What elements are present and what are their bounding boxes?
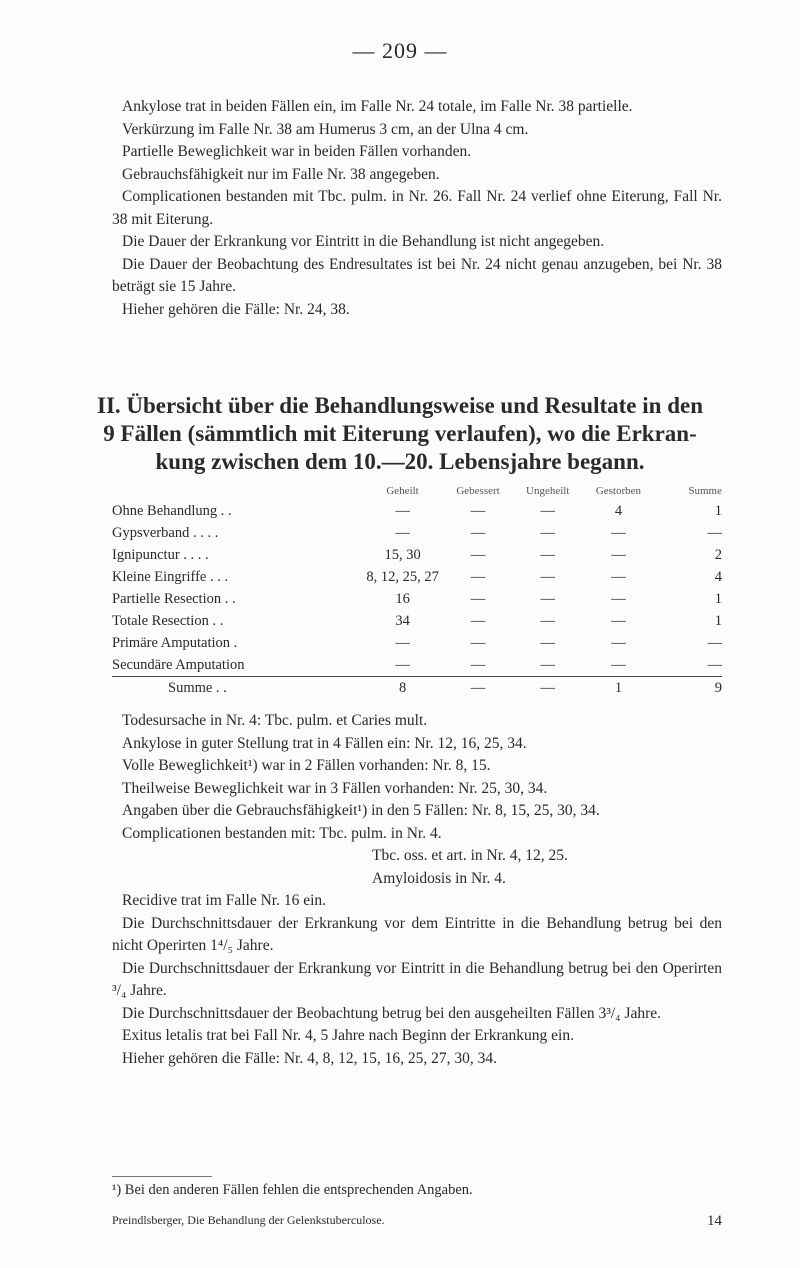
result-paragraphs bbox=[112, 710, 722, 1070]
row-label: Ignipunctur . . . . bbox=[112, 546, 209, 563]
row-label: Primäre Amputation . bbox=[112, 634, 238, 651]
table-sum-row bbox=[112, 677, 722, 700]
heading-line-3: kung zwischen dem 10.—20. Lebensjahre begann. bbox=[155, 449, 645, 474]
cell-gebessert: — bbox=[470, 524, 486, 541]
row-label: Totale Resection . . bbox=[112, 612, 224, 629]
cell-gebessert: — bbox=[470, 546, 486, 563]
heading-line-1: II. Übersicht über die Behandlungsweise und Resultate in den bbox=[97, 393, 703, 418]
cell-gestorben: — bbox=[611, 590, 626, 607]
paragraph-durchschnitt-beobachtung: Die Durchschnittsdauer der Beobachtung betrug bei den ausgeheilten Fällen 3³/₄ Jahre. bbox=[122, 1004, 662, 1022]
cell-summe: 1 bbox=[714, 502, 722, 519]
row-label: Ohne Behandlung . . bbox=[112, 502, 232, 519]
paragraph-beweglichkeit: Partielle Beweglichkeit war in beiden Fällen vorhanden. bbox=[122, 143, 472, 160]
paragraph-durchschnitt-operirt: Die Durchschnittsdauer der Erkrankung vor Eintritt in die Behandlung betrug bei den Operirten ³/₄ Jahre. bbox=[112, 959, 722, 999]
section-heading bbox=[60, 392, 740, 476]
cell-gebessert: — bbox=[470, 590, 486, 607]
header-geheilt: Geheilt bbox=[386, 485, 419, 497]
cell-geheilt: — bbox=[395, 524, 410, 541]
paragraph-verkuerzung: Verkürzung im Falle Nr. 38 am Humerus 3 cm, an der Ulna 4 cm. bbox=[122, 120, 529, 138]
paragraph-theilweise-beweglichkeit: Theilweise Beweglichkeit war in 3 Fällen vorhanden: Nr. 25, 30, 34. bbox=[122, 779, 548, 797]
row-label: Partielle Resection . . bbox=[112, 590, 236, 607]
paragraph-hieher: Hieher gehören die Fälle: Nr. 24, 38. bbox=[122, 300, 350, 318]
sum-cell-summe: 9 bbox=[655, 677, 722, 700]
cell-gestorben: — bbox=[611, 568, 626, 585]
paragraph-recidive: Recidive trat im Falle Nr. 16 ein. bbox=[122, 892, 327, 909]
header-ungeheilt: Ungeheilt bbox=[526, 485, 570, 497]
cell-gebessert: — bbox=[470, 502, 486, 519]
sum-cell-gestorben: 1 bbox=[582, 677, 655, 700]
paragraph-durchschnitt-nicht-operirt: Die Durchschnittsdauer der Erkrankung vor dem Eintritte in die Behandlung betrug bei den nicht Operirten 1⁴/₅ Jahre. bbox=[112, 914, 722, 954]
cell-gebessert: — bbox=[470, 568, 486, 585]
cell-geheilt: 8, 12, 25, 27 bbox=[366, 568, 439, 585]
cell-gebessert: — bbox=[470, 656, 486, 673]
cell-summe: — bbox=[707, 634, 722, 651]
cell-gestorben: — bbox=[611, 634, 626, 651]
sum-cell-geheilt: 8 bbox=[362, 677, 442, 700]
cell-ungeheilt: — bbox=[540, 546, 555, 563]
row-label: Secundäre Amputation bbox=[112, 656, 245, 673]
heading-line-2: 9 Fällen (sämmtlich mit Eiterung verlaufen), wo die Erkran- bbox=[103, 421, 697, 446]
paragraph-ankylose: Ankylose trat in beiden Fällen ein, im Falle Nr. 24 totale, im Falle Nr. 38 partielle. bbox=[122, 98, 633, 115]
paragraph-dauer-beobachtung: Die Dauer der Beobachtung des Endresultates ist bei Nr. 24 nicht genau anzugeben, bei Nr. 38 beträgt sie 15 Jahre. bbox=[112, 255, 722, 295]
header-summe: Summe bbox=[688, 485, 722, 497]
cell-gestorben: 4 bbox=[614, 502, 623, 519]
cell-gestorben: — bbox=[611, 546, 626, 563]
cell-geheilt: 34 bbox=[395, 612, 410, 629]
cell-summe: — bbox=[707, 656, 722, 673]
paragraph-ankylose-2: Ankylose in guter Stellung trat in 4 Fällen ein: Nr. 12, 16, 25, 34. bbox=[122, 734, 527, 752]
row-label: Gypsverband . . . . bbox=[112, 524, 219, 541]
footnote: ¹) Bei den anderen Fällen fehlen die entsprechenden Angaben. bbox=[112, 1182, 473, 1198]
table-row bbox=[112, 632, 722, 654]
paragraph-gebrauchsfaehigkeit-2: Angaben über die Gebrauchsfähigkeit¹) in den 5 Fällen: Nr. 8, 15, 25, 30, 34. bbox=[122, 802, 600, 819]
cell-geheilt: 16 bbox=[395, 590, 410, 607]
table-row bbox=[112, 654, 722, 677]
table-row bbox=[112, 610, 722, 632]
cell-ungeheilt: — bbox=[540, 612, 555, 629]
header-blank bbox=[112, 482, 362, 500]
cell-ungeheilt: — bbox=[540, 634, 555, 651]
paragraph-exitus: Exitus letalis trat bei Fall Nr. 4, 5 Jahre nach Beginn der Erkrankung ein. bbox=[122, 1027, 574, 1044]
cell-ungeheilt: — bbox=[540, 590, 555, 607]
table-row bbox=[112, 566, 722, 588]
sum-row-label: Summe . . bbox=[112, 677, 362, 700]
paragraph-complicationen-tbc-oss: Tbc. oss. et art. in Nr. 4, 12, 25. bbox=[372, 847, 568, 864]
paragraph-complicationen-amyloidosis: Amyloidosis in Nr. 4. bbox=[372, 869, 506, 887]
row-label: Kleine Eingriffe . . . bbox=[112, 568, 229, 585]
paragraph-gebrauchsfaehigkeit: Gebrauchsfähigkeit nur im Falle Nr. 38 angegeben. bbox=[122, 165, 440, 183]
cell-summe: 2 bbox=[714, 546, 722, 563]
running-footer: Preindlsberger, Die Behandlung der Gelenkstuberculose. bbox=[112, 1213, 385, 1227]
sheet-number: 14 bbox=[707, 1213, 722, 1229]
cell-ungeheilt: — bbox=[540, 502, 555, 519]
cell-geheilt: — bbox=[395, 656, 410, 673]
cell-geheilt: — bbox=[395, 502, 410, 519]
header-gebessert: Gebessert bbox=[456, 485, 500, 497]
cell-geheilt: 15, 30 bbox=[384, 546, 421, 563]
cell-gestorben: — bbox=[611, 524, 626, 541]
cell-summe: 1 bbox=[714, 590, 722, 607]
results-table bbox=[112, 482, 722, 699]
page-footer bbox=[112, 1213, 722, 1230]
table-row bbox=[112, 522, 722, 544]
cell-gebessert: — bbox=[470, 612, 486, 629]
paragraph-hieher-2: Hieher gehören die Fälle: Nr. 4, 8, 12, 15, 16, 25, 27, 30, 34. bbox=[122, 1049, 497, 1067]
cell-summe: — bbox=[707, 524, 722, 541]
paragraph-dauer-erkrankung: Die Dauer der Erkrankung vor Eintritt in die Behandlung ist nicht angegeben. bbox=[122, 233, 605, 250]
cell-summe: 4 bbox=[714, 568, 722, 585]
cell-geheilt: — bbox=[395, 634, 410, 651]
top-paragraphs bbox=[112, 96, 722, 321]
table-row bbox=[112, 588, 722, 610]
header-gestorben: Gestorben bbox=[595, 485, 642, 497]
sum-cell-gebessert: — bbox=[443, 677, 514, 700]
cell-gestorben: — bbox=[611, 656, 626, 673]
cell-ungeheilt: — bbox=[540, 656, 555, 673]
cell-gestorben: — bbox=[611, 612, 626, 629]
sum-cell-ungeheilt: — bbox=[513, 677, 582, 700]
cell-ungeheilt: — bbox=[540, 524, 555, 541]
paragraph-complicationen: Complicationen bestanden mit Tbc. pulm. in Nr. 26. Fall Nr. 24 verlief ohne Eiterung, Fall Nr. 38 mit Eiterung. bbox=[112, 188, 722, 228]
cell-gebessert: — bbox=[470, 634, 486, 651]
table-row bbox=[112, 500, 722, 522]
table-row bbox=[112, 544, 722, 566]
paragraph-todesursache: Todesursache in Nr. 4: Tbc. pulm. et Caries mult. bbox=[122, 712, 428, 729]
table-header-row bbox=[112, 482, 722, 500]
cell-ungeheilt: — bbox=[540, 568, 555, 585]
page-number: — 209 — bbox=[352, 38, 448, 63]
footnote-rule bbox=[112, 1176, 212, 1177]
cell-summe: 1 bbox=[714, 612, 722, 629]
paragraph-volle-beweglichkeit: Volle Beweglichkeit¹) war in 2 Fällen vorhanden: Nr. 8, 15. bbox=[122, 757, 491, 774]
paragraph-complicationen-2: Complicationen bestanden mit: Tbc. pulm. in Nr. 4. bbox=[122, 824, 442, 842]
